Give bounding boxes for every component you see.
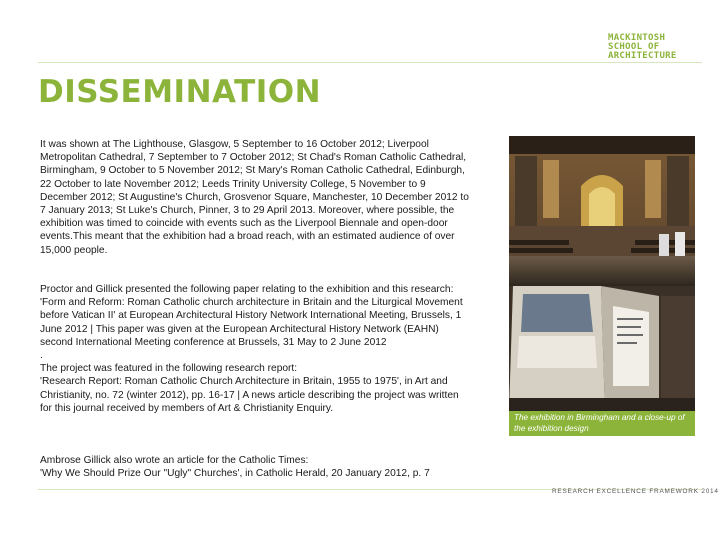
paper-intro: Proctor and Gillick presented the following paper relating to the exhibition and this research:	[40, 284, 454, 295]
article-intro: Ambrose Gillick also wrote an article for the Catholic Times:	[40, 455, 309, 466]
photo-caption: The exhibition in Birmingham and a close-up of the exhibition design	[514, 413, 685, 433]
school-logo	[608, 34, 708, 61]
exhibition-venues-paragraph: It was shown at The Lighthouse, Glasgow, 5 September to 16 October 2012; Liverpool Metropolitan Cathedral, 7 September to 7 October 2012; St Chad's Roman Catholic Cathedral, Birmingham, 9 October to 5 November 2012; St Mary's Roman Catholic Cathedral, Edinburgh, 22 October to late November 2012; Leeds Trinity University College, 5 November to 9 December 2012; St Augustine's Church, Grosvenor Square, Manchester, 10 December 2012 to 7 January 2013; St Luke's Church, Pinner, 3 to 29 April 2013. Moreover, where possible, the exhibition was timed to coincide with events such as the Liverpool Biennale and open-door events.This meant that the exhibition had a broad reach, with an estimated audience of over 15,000 people.	[40, 139, 469, 256]
report-intro: The project was featured in the following research report:	[40, 363, 298, 375]
article-citation: 'Why We Should Prize Our "Ugly" Churches', in Catholic Herald, 20 January 2012, p. 7	[40, 468, 430, 480]
church-interior-illustration	[509, 136, 695, 412]
paper-citation: 'Form and Reform: Roman Catholic church architecture in Britain and the Liturgical Movement before Vatican II' at European Architectural History Network International Meeting, Brussels, 1 June 2012 | This paper was given at the European Architectural History Network (EAHN) second International Meeting conference at Brussels, 31 May to 2 June 2012	[40, 297, 463, 348]
page-title: DISSEMINATION	[38, 74, 322, 110]
logo-line-1: MACKINTOSH	[608, 33, 666, 43]
logo-line-2: SCHOOL OF	[608, 42, 660, 52]
separator-dot: .	[40, 350, 43, 362]
report-citation: 'Research Report: Roman Catholic Church Architecture in Britain, 1955 to 1975', in Art and Christianity, no. 72 (winter 2012), pp. 16-17 | A news article describing the project was written for this journal received by members of Art & Christianity Enquiry.	[40, 376, 459, 414]
logo-line-3: ARCHITECTURE	[608, 51, 677, 61]
top-divider	[38, 62, 702, 63]
article-paragraph	[40, 454, 472, 480]
paper-and-report-paragraph	[40, 283, 472, 415]
exhibition-photo	[509, 136, 695, 412]
footer-label: RESEARCH EXCELLENCE FRAMEWORK 2014	[552, 488, 719, 495]
